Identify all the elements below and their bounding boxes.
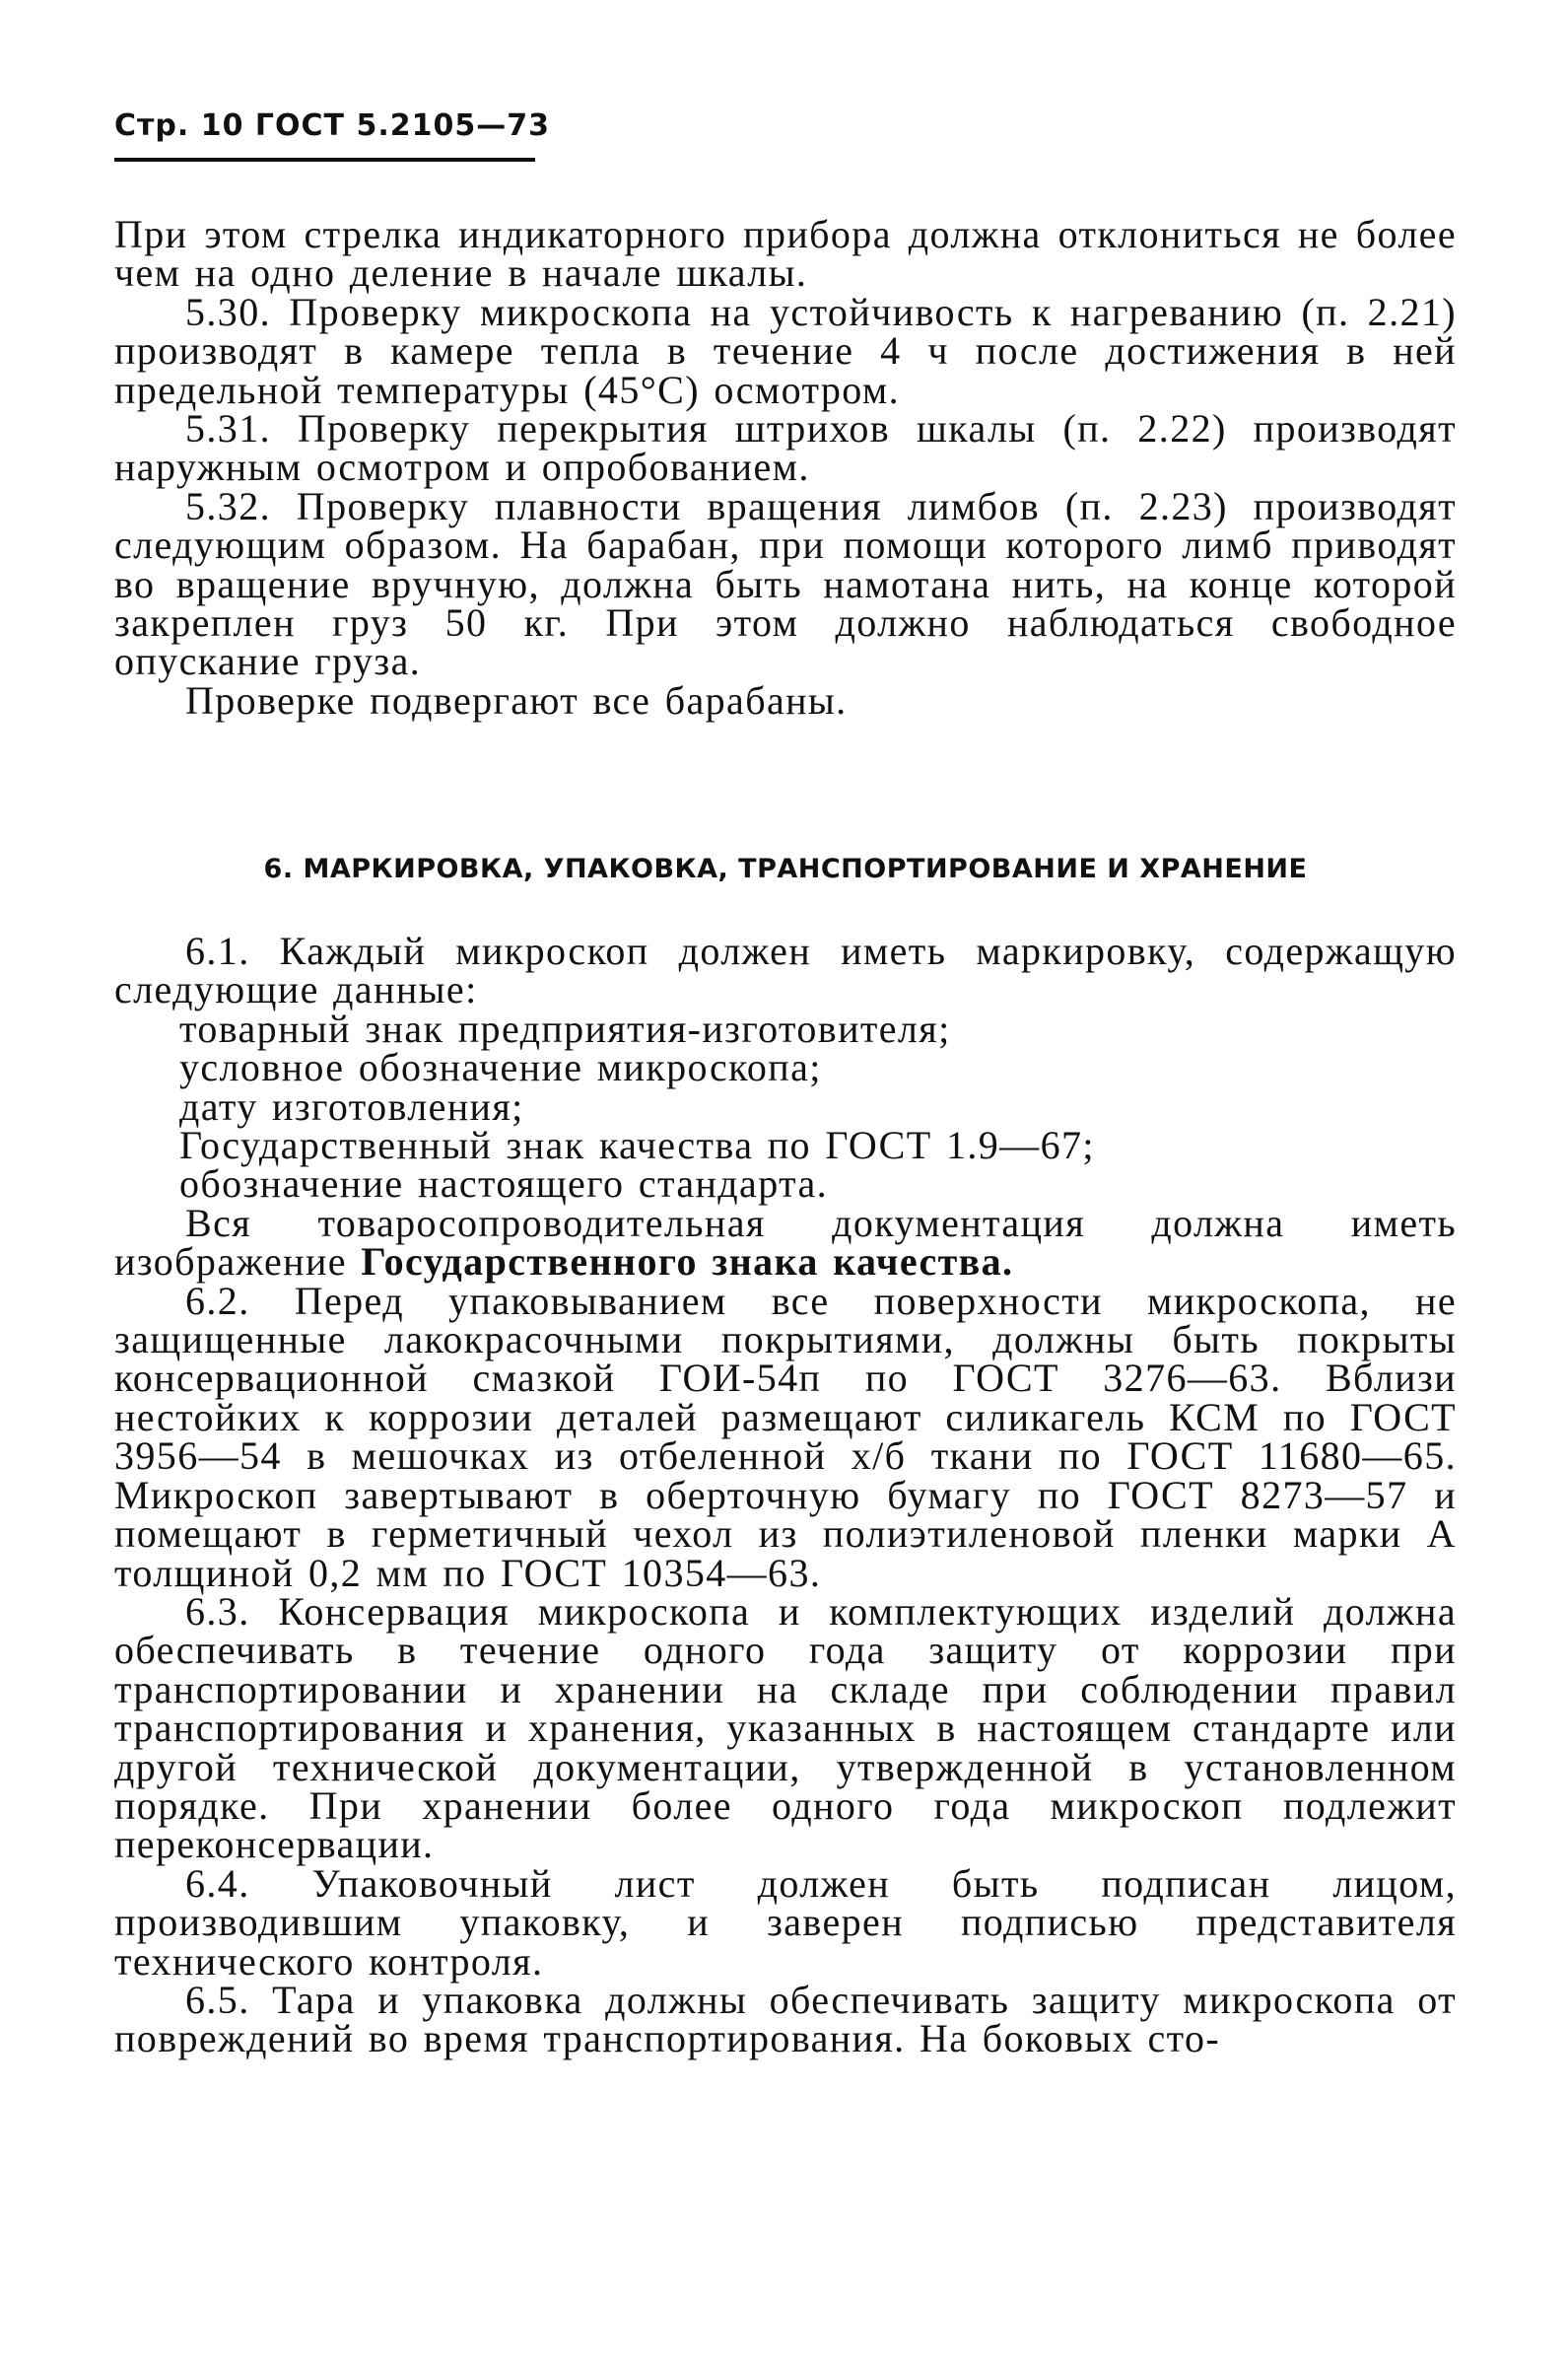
paragraph-5-31: 5.31. Проверку перекрытия штрихов шкалы (п. 2.22) производят наружным осмотром и опробованием. bbox=[114, 406, 1457, 490]
page-header: Стр. 10 ГОСТ 5.2105—73 bbox=[114, 108, 550, 143]
list-item: товарный знак предприятия-изготовителя; bbox=[179, 1006, 951, 1051]
paragraph-6-1-documentation bbox=[114, 1200, 1457, 1285]
list-item: дату изготовления; bbox=[179, 1083, 524, 1129]
list-item: Государственный знак качества по ГОСТ 1.9—67; bbox=[179, 1123, 1095, 1168]
text-block-section5 bbox=[114, 212, 1457, 723]
paragraph-6-2: 6.2. Перед упаковыванием все поверхности микроскопа, не защищенные лакокрасочными покрытиями, должны быть покрыты консервационной смазкой ГОИ-54п по ГОСТ 3276—63. Вблизи нестойких к коррозии деталей размещают силикагель КСМ по ГОСТ 3956—54 в мешочках из отбеленной х/б ткани по ГОСТ 11680—65. Микроскоп завертывают в оберточную бумагу по ГОСТ 8273—57 и помещают в герметичный чехол из полиэтиленовой пленки марки А толщиной 0,2 мм по ГОСТ 10354—63. bbox=[114, 1278, 1457, 1595]
list-item: условное обозначение микроскопа; bbox=[179, 1045, 822, 1090]
paragraph-6-1: 6.1. Каждый микроскоп должен иметь маркировку, содержащую следующие данные: bbox=[114, 929, 1457, 1012]
paragraph-continuation: При этом стрелка индикаторного прибора должна отклониться не более чем на одно деление в начале шкалы. bbox=[114, 212, 1457, 296]
header-underline bbox=[114, 158, 535, 162]
paragraph-5-32-note: Проверке подвергают все барабаны. bbox=[185, 677, 848, 723]
list-item: обозначение настоящего стандарта. bbox=[179, 1161, 829, 1207]
paragraph-5-30: 5.30. Проверку микроскопа на устойчивость к нагреванию (п. 2.21) производят в камере тепла в течение 4 ч после достижения в ней предельной температуры (45°С) осмотром. bbox=[114, 289, 1457, 412]
paragraph-6-3: 6.3. Консервация микроскопа и комплектующих изделий должна обеспечивать в течение одного года защиту от коррозии при транспортировании и хранении на складе при соблюдении правил транспортирования и хранения, указанных в настоящем стандарте или другой технической документации, утвержденной в установленном порядке. При хранении более одного года микроскоп подлежит переконсервации. bbox=[114, 1588, 1457, 1867]
paragraph-6-4: 6.4. Упаковочный лист должен быть подписан лицом, производившим упаковку, и заверен подписью представителя технического контроля. bbox=[114, 1860, 1457, 1984]
paragraph-6-1-documentation-text: Вся товаросопроводительная документация должна иметь изображение bbox=[114, 1200, 1457, 1285]
text-block-section6 bbox=[114, 929, 1457, 2061]
quality-mark-emphasis: Государственного знака качества. bbox=[361, 1239, 1014, 1285]
section-6-heading: 6. МАРКИРОВКА, УПАКОВКА, ТРАНСПОРТИРОВАНИЕ И ХРАНЕНИЕ bbox=[263, 854, 1308, 884]
paragraph-6-5: 6.5. Тара и упаковка должны обеспечивать защиту микроскопа от повреждений во время транспортирования. На боковых сто- bbox=[114, 1977, 1457, 2061]
paragraph-5-32: 5.32. Проверку плавности вращения лимбов (п. 2.23) производят следующим образом. На барабан, при помощи которого лимб приводят во вращение вручную, должна быть намотана нить, на конце которой закреплен груз 50 кг. При этом должно наблюдаться свободное опускание груза. bbox=[114, 483, 1457, 684]
